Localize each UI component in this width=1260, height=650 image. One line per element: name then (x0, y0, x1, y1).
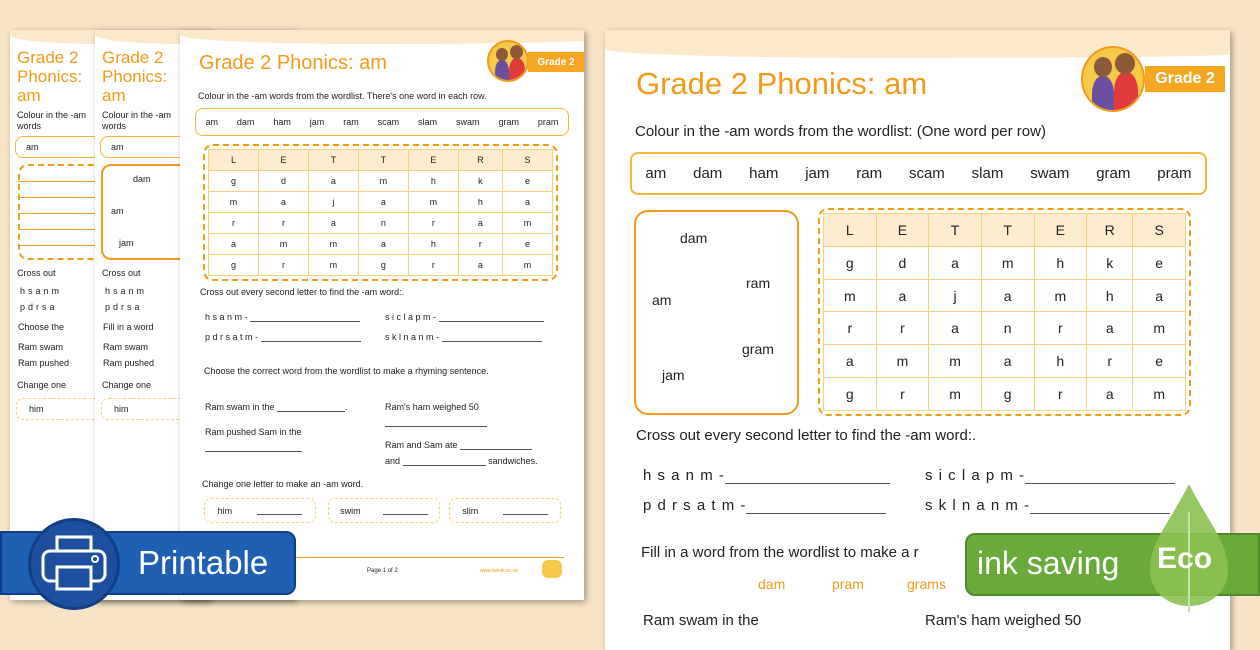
answer-line[interactable] (460, 449, 532, 450)
grid-cell[interactable]: a (981, 279, 1034, 312)
grid-cell[interactable]: e (502, 171, 552, 192)
grid-cell[interactable]: a (929, 246, 982, 279)
letter-grid (203, 144, 558, 281)
wordlist-word: pram (1157, 165, 1192, 182)
printable-label: Printable (138, 544, 269, 581)
cross-word: pdrsatm- (205, 332, 261, 342)
answer-line[interactable] (250, 321, 360, 322)
answer-line[interactable] (725, 483, 890, 484)
wordlist-word: jam (805, 165, 830, 182)
grid-cell[interactable]: T (358, 150, 408, 171)
wordlist-word: ram (343, 117, 359, 127)
wordlist-word: dam (693, 165, 723, 182)
fill-word: dam (758, 576, 786, 592)
grid-cell[interactable]: e (502, 234, 552, 255)
header-wave (605, 30, 1230, 58)
grid-cell[interactable]: n (358, 213, 408, 234)
footer-site: www.twinkl.co.za (480, 568, 518, 574)
twinkl-logo (542, 560, 562, 578)
answer-line[interactable] (261, 341, 361, 342)
answer-line[interactable] (385, 415, 487, 427)
worksheet-page-front (180, 30, 584, 600)
grid-cell[interactable]: T (981, 214, 1034, 247)
word: dam (680, 230, 708, 246)
cross-word: s i c l a p m - (925, 467, 1026, 484)
change-instruction: Change one (17, 380, 67, 390)
grid-cell[interactable]: m (308, 255, 358, 276)
grid-cell[interactable]: a (458, 255, 502, 276)
grid-header-row (824, 214, 1186, 247)
grid-cell[interactable]: S (502, 150, 552, 171)
grid-cell[interactable]: a (258, 192, 308, 213)
grid-cell[interactable]: j (308, 192, 358, 213)
grid-cell[interactable]: m (876, 345, 929, 378)
sentence-text: Ram swam in the (205, 402, 275, 412)
answer-line[interactable] (442, 341, 542, 342)
cross-word-row (643, 497, 886, 514)
cross-word: p d r s a t m - (643, 497, 747, 514)
answer-line[interactable] (746, 513, 886, 514)
grid-cell[interactable]: g (824, 246, 877, 279)
cross-instruction: Cross out every second letter to find the -am word:. (200, 287, 405, 297)
grid-row (209, 192, 553, 213)
grid-cell[interactable]: E (1034, 214, 1087, 247)
grid-row (824, 246, 1186, 279)
instruction: Colour in the -am words (17, 110, 87, 131)
cross-word: hsanm (20, 286, 63, 296)
grid-cell[interactable]: h (1034, 246, 1087, 279)
grid-cell[interactable]: g (209, 255, 259, 276)
cross-word-row (643, 467, 890, 484)
grid-cell[interactable]: m (358, 171, 408, 192)
instruction: Colour in the -am words (102, 110, 172, 131)
grid-cell[interactable]: m (1133, 378, 1186, 411)
grid-row (209, 171, 553, 192)
word: him (29, 404, 44, 414)
grid-cell[interactable]: r (258, 213, 308, 234)
grid-cell[interactable]: a (358, 192, 408, 213)
word-box (634, 210, 799, 415)
sentence-text: and (385, 456, 401, 466)
sentence: Ram's ham weighed 50 (385, 402, 479, 412)
grid-cell[interactable]: a (458, 213, 502, 234)
grid-header-row (209, 150, 553, 171)
answer-line[interactable] (277, 411, 345, 412)
grid-row (824, 312, 1186, 345)
cross-word: hsanm (105, 286, 148, 296)
grid-cell[interactable]: h (458, 192, 502, 213)
change-box (328, 498, 440, 523)
grid-cell[interactable]: r (1034, 312, 1087, 345)
grid-cell[interactable]: a (308, 213, 358, 234)
cross-word-row (385, 312, 544, 322)
answer-line[interactable] (503, 507, 548, 515)
word: jam (662, 367, 685, 383)
grid-row (824, 345, 1186, 378)
wordlist-box (195, 108, 569, 136)
grid-cell[interactable]: L (209, 150, 259, 171)
grid-cell[interactable]: k (1087, 246, 1133, 279)
section-instruction: Choose the (18, 322, 65, 332)
page-number: Page 1 of 2 (367, 568, 398, 574)
grid-cell[interactable]: a (308, 171, 358, 192)
children-illustration (1081, 46, 1145, 112)
grid-cell[interactable]: j (929, 279, 982, 312)
cross-word-row (925, 497, 1170, 514)
grid-cell[interactable]: T (929, 214, 982, 247)
answer-line[interactable] (403, 465, 486, 466)
cross-word: sklnanm- (385, 332, 442, 342)
word: am (652, 292, 672, 308)
wordlist-word: dam (236, 117, 255, 127)
rhyme-instruction: Choose the correct word from the wordlist to make a rhyming sentence. (204, 366, 489, 376)
grid-cell[interactable]: a (358, 234, 408, 255)
sentence: Ram pushed (18, 358, 70, 368)
grid-cell[interactable]: r (1087, 345, 1133, 378)
wordlist-word: am (645, 165, 667, 182)
grid-cell[interactable]: T (308, 150, 358, 171)
grid-row (209, 255, 553, 276)
grid-cell[interactable]: a (1087, 378, 1133, 411)
grid-cell[interactable]: m (408, 192, 458, 213)
grid-cell[interactable]: h (1087, 279, 1133, 312)
eco-label: Eco (1157, 542, 1213, 575)
grid-cell[interactable]: a (876, 279, 929, 312)
grade-badge: Grade 2 (1145, 66, 1225, 92)
grid-row (824, 378, 1186, 411)
page-title: Grade 2 Phonics: am (199, 52, 387, 74)
grid-cell[interactable]: r (408, 255, 458, 276)
grid-cell[interactable]: h (1034, 345, 1087, 378)
word: swim (340, 505, 361, 516)
wordlist-word: ham (749, 165, 779, 182)
grid-cell[interactable]: a (209, 234, 259, 255)
wordlist-box (630, 152, 1207, 195)
word: am (26, 142, 39, 152)
cross-word-row (205, 312, 360, 322)
grid-cell[interactable]: e (1133, 345, 1186, 378)
grid-cell[interactable]: R (1087, 214, 1133, 247)
grid-cell[interactable]: m (981, 246, 1034, 279)
grid-cell[interactable]: g (824, 378, 877, 411)
sentence: Ram pushed (103, 358, 155, 368)
grid-cell[interactable]: r (876, 378, 929, 411)
ink-saving-label: ink saving (977, 545, 1120, 581)
sentence-text: sandwiches. (488, 456, 538, 466)
grid-cell[interactable]: e (1133, 246, 1186, 279)
word: gram (742, 341, 774, 357)
word: jam (119, 238, 134, 248)
grid-cell[interactable]: E (408, 150, 458, 171)
wordlist-word: slam (418, 117, 438, 127)
grid-cell[interactable]: r (209, 213, 259, 234)
word: slim (462, 505, 479, 516)
wordlist-word: swam (1030, 165, 1070, 182)
cross-word: pdrsa (105, 302, 143, 312)
cross-word-row (925, 467, 1175, 484)
cross-word-row (385, 332, 542, 342)
sentence: Ram pushed Sam in the (205, 427, 302, 437)
header-wave (180, 30, 584, 44)
grid-cell[interactable]: d (876, 246, 929, 279)
grid-cell[interactable]: m (929, 378, 982, 411)
grid-row (824, 279, 1186, 312)
wordlist-word: scam (377, 117, 400, 127)
word: dam (133, 174, 151, 184)
sentence: Ram swam (103, 342, 149, 352)
grid-cell[interactable]: r (1034, 378, 1087, 411)
grid-cell[interactable]: h (408, 234, 458, 255)
change-instruction: Change one (102, 380, 152, 390)
grid-cell[interactable]: r (824, 312, 877, 345)
grid-cell[interactable]: m (502, 213, 552, 234)
grid-row (209, 234, 553, 255)
grid-cell[interactable]: n (981, 312, 1034, 345)
grid-cell[interactable]: m (1133, 312, 1186, 345)
answer-line[interactable] (205, 440, 302, 452)
answer-line[interactable] (383, 507, 428, 515)
cross-word: hsanm- (205, 312, 251, 322)
children-illustration (487, 40, 529, 82)
grid-cell[interactable]: S (1133, 214, 1186, 247)
cross-instruction: Cross out (102, 268, 141, 278)
sentence: Ram swam in the (643, 612, 759, 629)
grid-cell[interactable]: L (824, 214, 877, 247)
grid-cell[interactable]: a (1133, 279, 1186, 312)
section-instruction: Fill in a word (103, 322, 154, 332)
sentence (385, 456, 538, 466)
sentence: Ram's ham weighed 50 (925, 612, 1082, 629)
grid-cell[interactable]: a (502, 192, 552, 213)
instruction: Colour in the -am words from the wordlist. There's one word in each row. (198, 91, 487, 101)
wordlist-word: slam (971, 165, 1004, 182)
grid-cell[interactable]: E (876, 214, 929, 247)
grid-cell[interactable]: a (981, 345, 1034, 378)
grid-cell[interactable]: g (358, 255, 408, 276)
grid-cell[interactable]: m (824, 279, 877, 312)
cross-instruction: Cross out every second letter to find the -am word:. (636, 427, 977, 444)
sentence-text: Ram and Sam ate (385, 440, 458, 450)
grid-cell[interactable]: R (458, 150, 502, 171)
word: am (111, 206, 124, 216)
sentence: Ram swam (18, 342, 64, 352)
wordlist-word: swam (456, 117, 480, 127)
leaf-icon (1148, 482, 1230, 612)
grid-cell[interactable]: m (308, 234, 358, 255)
sentence (385, 440, 532, 450)
grid-cell[interactable]: k (458, 171, 502, 192)
grid-cell[interactable]: r (408, 213, 458, 234)
grid-cell[interactable]: r (258, 255, 308, 276)
change-box (449, 498, 561, 523)
wordlist-word: gram (1096, 165, 1131, 182)
wordlist-word: ram (856, 165, 883, 182)
grid-cell[interactable]: h (408, 171, 458, 192)
cross-instruction: Cross out (17, 268, 56, 278)
cross-word-row (205, 332, 361, 342)
word: him (217, 505, 233, 516)
grid-cell[interactable]: a (824, 345, 877, 378)
page-title: Grade 2 Phonics: am (17, 48, 83, 105)
answer-line[interactable] (439, 321, 544, 322)
instruction: Colour in the -am words from the wordlist: (One word per row) (635, 123, 1046, 140)
wordlist-word: ham (273, 117, 291, 127)
wordlist-word: jam (309, 117, 325, 127)
cross-word: h s a n m - (643, 467, 725, 484)
grid-cell[interactable]: m (209, 192, 259, 213)
printer-icon (28, 518, 120, 610)
grid-cell[interactable]: g (981, 378, 1034, 411)
word: ram (746, 275, 771, 291)
fill-word: pram (832, 576, 864, 592)
wordlist-word: scam (908, 165, 945, 182)
grid-cell[interactable]: m (258, 234, 308, 255)
word: him (114, 404, 129, 414)
letter-grid (818, 208, 1191, 416)
grid-cell[interactable]: a (929, 312, 982, 345)
page-title: Grade 2 Phonics: am (636, 66, 928, 101)
grid-cell[interactable]: r (876, 312, 929, 345)
grid-cell[interactable]: m (929, 345, 982, 378)
grid-row (209, 213, 553, 234)
fill-instruction: Fill in a word from the wordlist to make a r (641, 544, 919, 561)
grid-cell[interactable]: g (209, 171, 259, 192)
change-box (204, 498, 316, 523)
grid-cell[interactable]: r (458, 234, 502, 255)
answer-line[interactable] (257, 507, 302, 515)
grid-cell[interactable]: d (258, 171, 308, 192)
wordlist-word: am (205, 117, 218, 127)
wordlist-word: gram (498, 117, 519, 127)
change-instruction: Change one letter to make an -am word. (202, 479, 364, 489)
fill-word: grams (907, 576, 946, 592)
grade-badge: Grade 2 (528, 52, 584, 72)
cross-word: siclapm- (385, 312, 439, 322)
cross-word: s k l n a n m - (925, 497, 1031, 514)
grid-cell[interactable]: m (1034, 279, 1087, 312)
wordlist-word: pram (537, 117, 559, 127)
page-title: Grade 2 Phonics: am (102, 48, 168, 105)
grid-cell[interactable]: E (258, 150, 308, 171)
cross-word: pdrsa (20, 302, 58, 312)
word: am (111, 142, 124, 152)
grid-cell[interactable]: m (502, 255, 552, 276)
sentence: Ram swam in the . (205, 402, 348, 412)
grid-cell[interactable]: a (1087, 312, 1133, 345)
